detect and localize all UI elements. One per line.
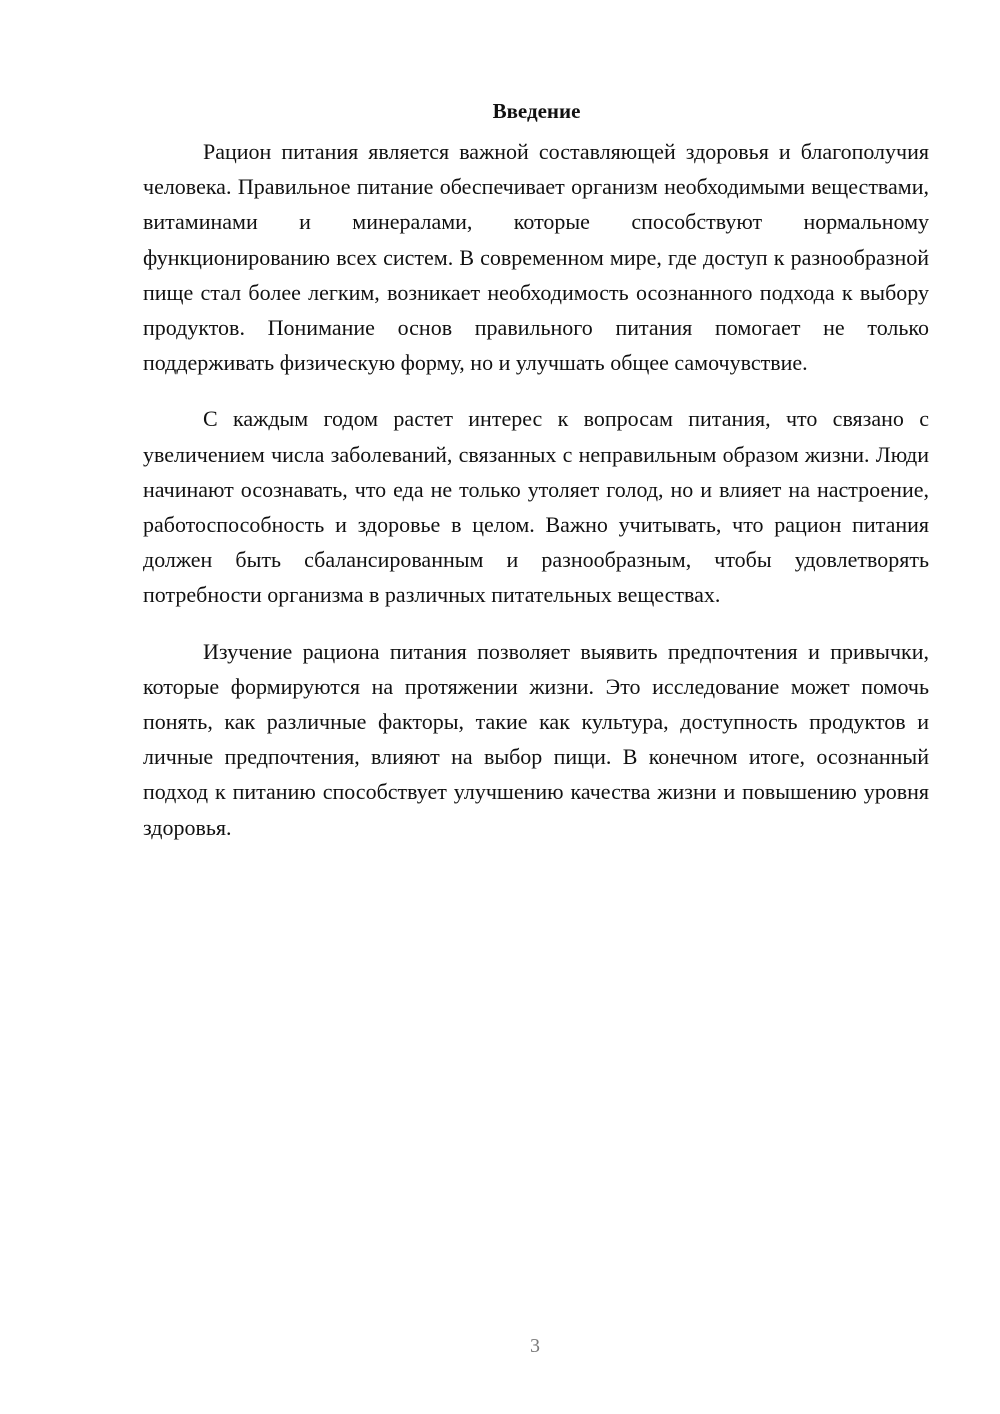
section-title: Введение [492, 99, 581, 123]
paragraph-2: С каждым годом растет интерес к вопросам питания, что связано с увеличением числа заболеваний, связанных с неправильным образом жизни. Люди начинают осознавать, что еда не только утоляет голод, но и влияет на настроение, работоспособность и здоровье в целом. Важно учитывать, что рацион питания должен быть сбалансированным и разнообразным, чтобы удовлетворять потребности организма в различных питательных веществах. [143, 406, 929, 608]
paragraph-1: Рацион питания является важной составляющей здоровья и благополучия человека. Правильное питание обеспечивает организм необходимыми веществами, витаминами и минералами, которые способствуют нормальному функционированию всех систем. В современном мире, где доступ к разнообразной пище стал более легким, возникает необходимость осознанного подхода к выбору продуктов. Понимание основ правильного питания помогает не только поддерживать физическую форму, но и улучшать общее самочувствие. [143, 139, 929, 376]
paragraph-3: Изучение рациона питания позволяет выявить предпочтения и привычки, которые формируются на протяжении жизни. Это исследование может помочь понять, как различные факторы, такие как культура, доступность продуктов и личные предпочтения, влияют на выбор пищи. В конечном итоге, осознанный подход к питанию способствует улучшению качества жизни и повышению уровня здоровья. [143, 638, 929, 840]
page-number: 3 [530, 1335, 540, 1357]
page-content [143, 94, 929, 845]
